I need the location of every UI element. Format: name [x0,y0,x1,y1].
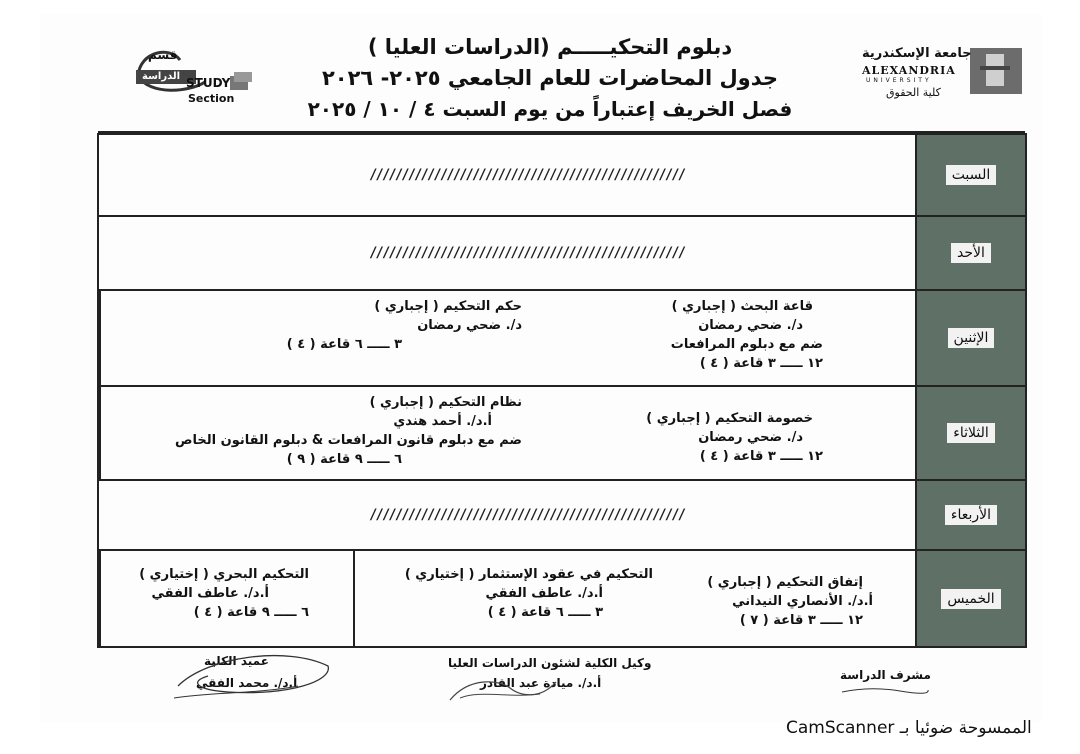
logo-left-text-3: STUDY [186,76,231,90]
row-sunday [99,217,1025,291]
tuesday-right-cell [536,387,917,479]
empty-day-marker: ///////////////////////////////////////////////// [369,167,685,183]
day-cell-thursday [915,551,1025,646]
thursday-right-cell [667,551,917,646]
course-title: حكم التحكيم ( إجباري ) [374,299,522,314]
row-wednesday [99,481,1025,551]
day-cell-sunday [915,217,1025,289]
empty-day-marker: ///////////////////////////////////////////////// [369,507,685,523]
row-tuesday [99,387,1025,481]
time-room: ١٢ ـــــ ٣ قاعة ( ٤ ) [699,356,823,371]
course-note: ضم مع دبلوم قانون المرافعات & دبلوم القانون الخاص [175,433,522,448]
course-title: قاعة البحث ( إجباري ) [671,299,813,314]
vice-dean-title: وكيل الكلية لشئون الدراسات العليا [448,656,652,670]
lecturer-name: د/. ضحي رمضان [698,318,803,333]
supervisor-title: مشرف الدراسة [840,668,931,682]
lecturer-name: د/. ضحي رمضان [698,430,803,445]
alexandria-university-logo [858,46,1030,108]
supervisor-signature-line [840,682,930,698]
empty-day-marker: ///////////////////////////////////////////////// [369,245,685,261]
tuesday-left-cell [99,387,536,479]
dean-title: عميد الكلية [204,654,269,668]
camscanner-watermark: الممسوحة ضوئيا بـ CamScanner [786,718,1032,738]
time-room: ٣ ـــــ ٦ قاعة ( ٤ ) [487,605,603,620]
day-cell-tuesday [915,387,1025,479]
day-label-tuesday: الثلاثاء [947,423,994,443]
title-line-1: دبلوم التحكيـــــم (الدراسات العليا ) [367,35,733,59]
logo-left-text-2: الدراسة [142,71,181,82]
time-room: ٦ ـــــ ٩ قاعة ( ٤ ) [193,605,309,620]
study-section-logo [130,46,258,108]
lecturer-name: أ.د/. أحمد هندي [393,414,492,429]
dean-signature [168,646,338,706]
day-label-monday: الإثنين [948,328,995,348]
university-arabic-name: جامعة الإسكندرية [862,46,972,61]
lecturer-name: أ.د/. عاطف الفقي [151,586,269,601]
course-title: نظام التحكيم ( إجباري ) [369,395,522,410]
day-cell-wednesday [915,481,1025,549]
thursday-left-cell [99,551,353,646]
logo-left-text-4: Section [188,92,235,105]
lecturer-name: أ.د/. الأنصاري النيداني [732,594,873,609]
course-title: التحكيم البحري ( إختياري ) [139,567,309,582]
title-line-2: جدول المحاضرات للعام الجامعي ٢٠٢٥- ٢٠٢٦ [321,66,778,90]
time-room: ٦ ـــــ ٩ قاعة ( ٩ ) [286,452,402,467]
dean-name: أ.د/. محمد الفقي [196,676,298,690]
time-room: ١٢ ـــــ ٣ قاعة ( ٧ ) [739,613,863,628]
lecturer-name: د/. ضحي رمضان [417,318,522,333]
faculty-name: كلية الحقوق [886,86,941,99]
time-room: ١٢ ـــــ ٣ قاعة ( ٤ ) [699,449,823,464]
day-cell-monday [915,291,1025,385]
schedule-table [97,133,1027,648]
monday-right-cell [536,291,917,385]
document-title [270,32,830,125]
day-label-wednesday: الأربعاء [945,505,997,525]
day-label-saturday: السبت [946,165,997,185]
row-thursday [99,551,1025,646]
university-english-sub: UNIVERSITY [866,77,932,84]
row-monday [99,291,1025,387]
vice-dean-signature [440,670,560,706]
day-cell-saturday [915,135,1025,215]
time-room: ٣ ـــــ ٦ قاعة ( ٤ ) [286,337,402,352]
vice-dean-name: أ.د/. ميادة عبد القادر [480,676,602,690]
row-saturday [99,135,1025,217]
lecturer-name: أ.د/. عاطف الفقي [485,586,603,601]
course-title: التحكيم في عقود الإستثمار ( إختياري ) [404,567,653,582]
university-english-name: ALEXANDRIA [862,64,956,77]
day-label-sunday: الأحد [951,243,991,263]
course-title: إتفاق التحكيم ( إجباري ) [707,575,863,590]
day-label-thursday: الخميس [941,589,1000,609]
thursday-middle-cell [353,551,667,646]
title-line-3: فصل الخريف إعتباراً من يوم السبت ٤ / ١٠ / ٢٠٢٥ [307,97,793,121]
logo-left-text-1: قسم [148,48,178,62]
monday-left-cell [99,291,536,385]
course-title: خصومة التحكيم ( إجباري ) [646,411,813,426]
course-note: ضم مع دبلوم المرافعات [670,337,823,352]
